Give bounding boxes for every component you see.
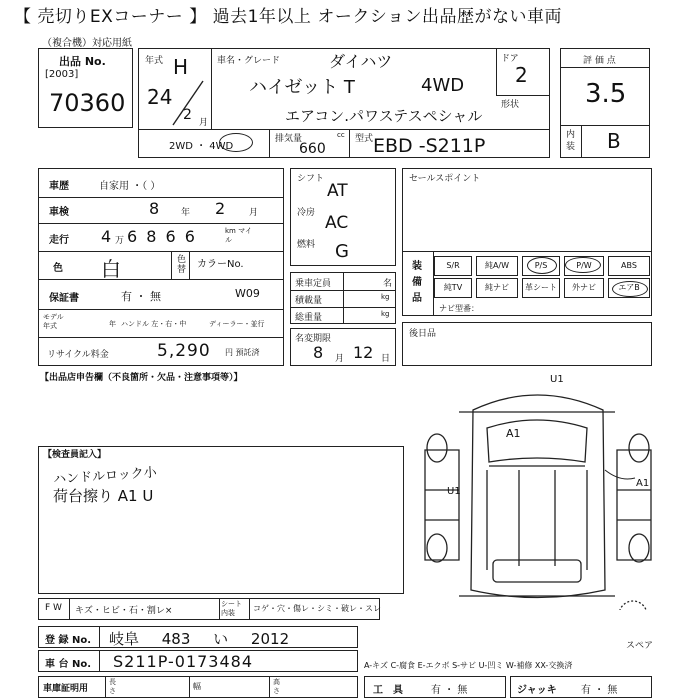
mark-hood: A1 <box>506 427 521 440</box>
gross-unit: kg <box>381 310 390 318</box>
load-label: 積載量 <box>295 296 323 306</box>
shift-value: AT <box>327 181 348 201</box>
handle-label: ハンドル 左・右・中 <box>121 320 187 328</box>
usage-label: 車歴 <box>49 181 69 192</box>
name-change-month: 8 <box>313 343 324 362</box>
inspection-year-unit: 年 <box>181 208 191 218</box>
mileage-rest: 6 8 6 6 <box>127 227 197 246</box>
doors-value: 2 <box>515 63 528 87</box>
warranty-value: 有 ・ 無 <box>121 290 161 303</box>
month-unit: 月 <box>199 118 209 128</box>
banner-text: 【 売切りEXコーナー 】 過去1年以上 オークション出品歴がない車両 <box>14 7 562 27</box>
color-value: 白 <box>101 257 121 281</box>
man-unit: 万 <box>115 236 125 246</box>
jack-value: 有 ・ 無 <box>581 685 618 696</box>
load-unit: kg <box>381 293 390 301</box>
score-label: 評 価 点 <box>583 56 616 66</box>
door-label: ドア <box>501 54 519 64</box>
mileage-unit: km マイル <box>225 227 252 244</box>
name-change-month-unit: 月 <box>335 354 345 364</box>
recycle-label: リサイクル料金 <box>47 350 109 360</box>
inspector-line-1: ハンドルロック小 <box>52 465 158 488</box>
recycle-unit: 円 預託済 <box>225 348 260 357</box>
model-year-label: モデル年式 <box>43 313 64 330</box>
equip-sr: S/R <box>434 256 472 276</box>
color-no-label: カラーNo. <box>197 259 244 270</box>
inspector-line-2: 荷台擦り A1 U <box>53 487 154 505</box>
reg-row <box>38 626 358 648</box>
warranty-label: 保証書 <box>49 293 79 304</box>
chassis-row <box>38 650 358 672</box>
year-value: 24 <box>147 85 173 109</box>
tools-value: 有 ・ 無 <box>431 685 468 696</box>
cert-long: 長さ <box>109 678 116 695</box>
equip-label: 装備品 <box>412 261 422 304</box>
displacement-value: 660 <box>299 141 326 157</box>
page-banner <box>0 0 700 34</box>
type-value: EBD -S211P <box>373 135 486 157</box>
cert-label: 車庫証明用 <box>43 684 89 694</box>
displacement-label: 排気量 <box>275 134 303 144</box>
spare-label: スペア <box>626 641 654 651</box>
pw-circle <box>565 257 601 273</box>
capacity-unit: 名 <box>383 279 393 289</box>
ac-label: 冷房 <box>297 208 316 218</box>
history-box <box>38 168 284 366</box>
type-label: 型式 <box>355 134 374 144</box>
color-change-label: 色替 <box>177 255 187 275</box>
fuel-label: 燃料 <box>297 240 316 250</box>
fw-options: キズ・ヒビ・石・割レ× <box>75 606 173 616</box>
lot-number-box <box>38 48 133 128</box>
score-value: 3.5 <box>585 79 627 109</box>
equip-pw: P/W <box>564 256 604 276</box>
usage-value: 自家用 ・（ ） <box>99 181 161 192</box>
chassis-label: 車 台 No. <box>45 659 92 670</box>
jack-label: ジャッキ <box>517 685 557 696</box>
recycle-amount: 5,290 <box>157 341 211 361</box>
inspector-label: 【検査員記入】 <box>43 450 107 460</box>
color-no-value: W09 <box>235 287 260 300</box>
dealer-label: ディーラー・並行 <box>209 320 265 328</box>
navi-label: ナビ型番： <box>439 304 479 313</box>
interior-label: 内装 <box>566 130 576 152</box>
drive-hand-value: 4WD <box>421 75 465 96</box>
fw-label: F W <box>45 603 62 613</box>
reg-value: 岐阜 483 い 2012 <box>109 630 290 648</box>
cert-width: 幅 <box>193 682 201 691</box>
mileage-man: 4 <box>101 227 112 246</box>
inspection-year: 8 <box>149 199 160 218</box>
name-change-box <box>290 328 396 366</box>
score-box <box>560 48 650 158</box>
inspection-month: 2 <box>215 199 226 218</box>
shape-label: 形状 <box>501 100 520 110</box>
fuel-value: G <box>335 241 349 262</box>
seat-options: コゲ・穴・傷レ・シミ・破レ・スレ <box>253 604 381 613</box>
vehicle-info-box <box>138 48 550 158</box>
capacity-label: 乗車定員 <box>295 279 332 289</box>
month-value: 2 <box>183 107 192 123</box>
mileage-label: 走行 <box>49 235 69 246</box>
era-value: H <box>173 55 189 79</box>
equip-aw: 純A/W <box>476 256 518 276</box>
equip-ps: P/S <box>522 256 560 276</box>
equip-airbag: エアB <box>608 278 650 298</box>
equip-ext-navi: 外ナビ <box>564 278 604 298</box>
equip-leather: 革シート <box>522 278 560 298</box>
equip-abs: ABS <box>608 256 650 276</box>
ac-value: AC <box>325 213 349 233</box>
interior-value: B <box>607 129 621 153</box>
shift-label: シフト <box>297 174 325 184</box>
seat-label: シート内装 <box>221 600 242 617</box>
dealer-report-label: 【出品店申告欄（不良箇所・欠品・注意事項等）】 <box>40 373 243 383</box>
capacity-box <box>290 272 396 324</box>
lot-year: [2003] <box>45 69 79 80</box>
post-items-box <box>402 322 652 366</box>
name-change-day-unit: 日 <box>381 354 391 364</box>
airbag-circle <box>612 281 648 297</box>
lot-label: 出品 No. <box>59 55 106 68</box>
tools-label: 工 具 <box>373 685 403 696</box>
chassis-value: S211P-0173484 <box>113 652 254 671</box>
name-change-label: 名変期限 <box>295 334 332 344</box>
inspection-month-unit: 月 <box>249 208 259 218</box>
ps-circle <box>527 257 557 274</box>
date-slash <box>159 79 209 127</box>
tools-row <box>364 676 506 698</box>
nenshiki-label: 年式 <box>145 56 164 66</box>
reg-label: 登 録 No. <box>45 635 92 646</box>
maker-value: ダイハツ <box>329 52 393 71</box>
equip-navi: 純ナビ <box>476 278 518 298</box>
name-change-day: 12 <box>353 343 374 362</box>
cert-height: 高さ <box>273 678 280 695</box>
cert-row <box>38 676 358 698</box>
mark-left: U1 <box>447 486 461 497</box>
model-year-unit: 年 <box>109 320 116 328</box>
drive-label: 2WD ・ 4WD <box>169 141 234 152</box>
model-value: ハイゼット T <box>249 77 355 98</box>
jack-row <box>510 676 652 698</box>
gross-label: 総重量 <box>295 313 323 323</box>
maker-label: 車名・グレード <box>217 56 281 66</box>
damage-legend: A-キズ C-腐食 E-エクボ S-サビ U-凹ミ W-補修 XX-交換済 <box>364 661 573 670</box>
grade-value: エアコン.パワステスペシャル <box>285 107 483 125</box>
inspection-label: 車検 <box>49 207 69 218</box>
sales-points-label: セールスポイント <box>409 174 481 184</box>
lot-number: 70360 <box>49 89 126 117</box>
equip-tv: 純TV <box>434 278 472 298</box>
color-label: 色 <box>53 263 63 274</box>
drive-4wd-circle <box>219 133 253 152</box>
shift-box <box>290 168 396 266</box>
fw-seat-row <box>38 598 380 620</box>
cc-unit: cc <box>337 131 345 139</box>
mark-top: U1 <box>550 374 564 385</box>
form-subtitle: （複合機）対応用紙 <box>42 38 132 49</box>
mark-right: A1 <box>636 478 650 489</box>
post-items-label: 後日品 <box>409 329 437 339</box>
inspector-box <box>38 446 404 594</box>
